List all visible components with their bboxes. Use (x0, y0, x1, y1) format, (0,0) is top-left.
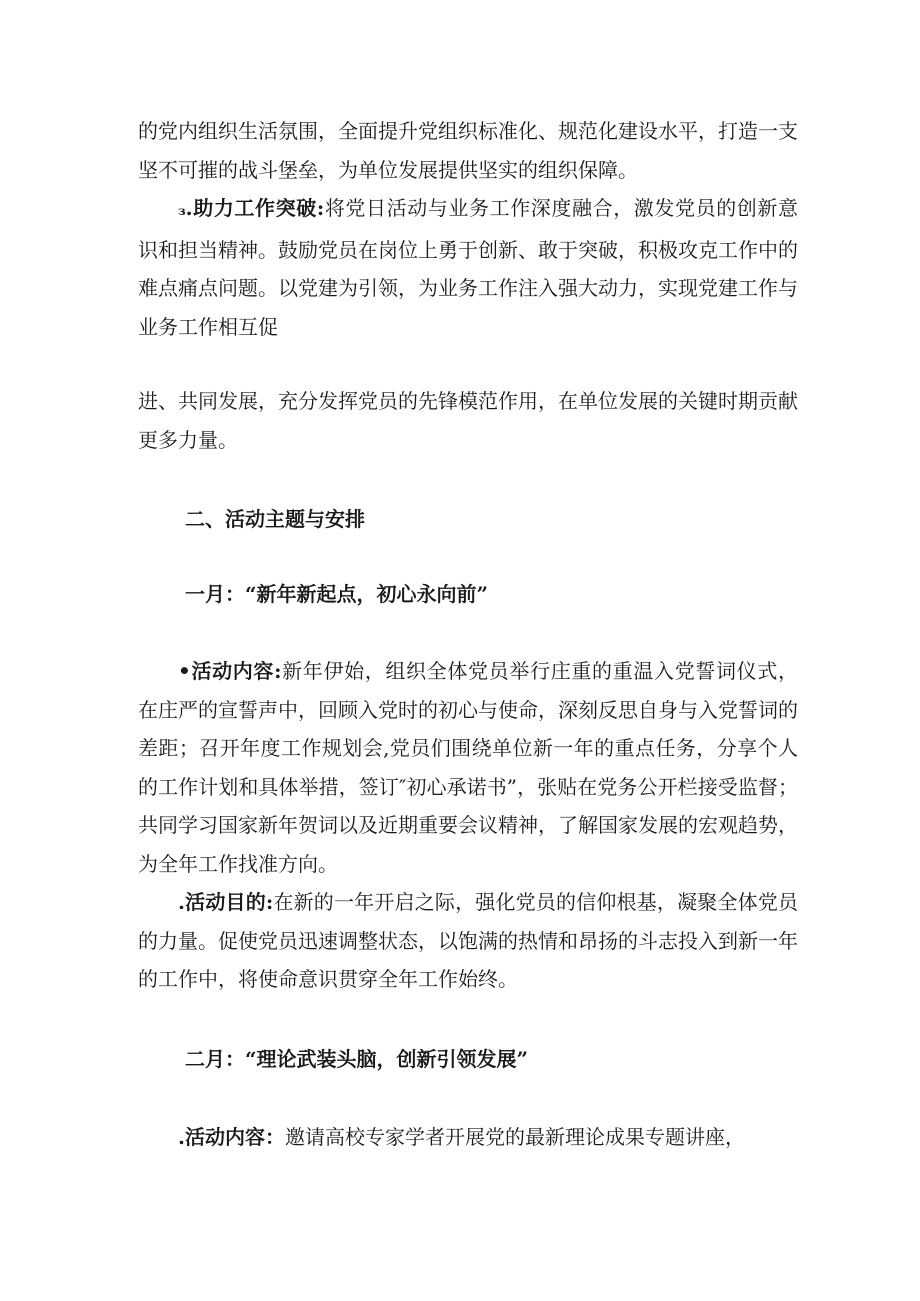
paragraph-continuation: 进、共同发展，充分发挥党员的先锋模范作用，在单位发展的关键时期贡献更多力量。 (138, 389, 798, 452)
paragraph-org-guarantee: 的党内组织生活氛围，全面提升党组织标准化、规范化建设水平，打造一支坚不可摧的战斗堡垒，为单位发展提供坚实的组织保障。 (138, 119, 798, 182)
january-purpose-label: .活动目的: (178, 890, 274, 914)
item-label: .助力工作突破: (185, 196, 325, 220)
january-content-label: •活动内容: (178, 659, 282, 683)
january-purpose-paragraph (138, 883, 798, 999)
january-purpose-text: 在新的一年开启之际，强化党员的信仰根基，凝聚全体党员的力量。促使党员迅速调整状态，以饱满的热情和昂扬的斗志投入到新一年的工作中，将使命意识贯穿全年工作始终。 (138, 890, 798, 991)
item-text: 将党日活动与业务工作深度融合，激发党员的创新意识和担当精神。鼓励党员在岗位上勇于创新、敢于突破，积极攻克工作中的难点痛点问题。以党建为引领，为业务工作注入强大动力，实现党建工作与业务工作相互促 (138, 196, 798, 339)
paragraph-work-breakthrough (138, 189, 798, 346)
january-content-text: 新年伊始，组织全体党员举行庄重的重温入党誓词仪式，在庄严的宣誓声中，回顾入党时的初心与使命，深刻反思自身与入党誓词的差距；召开年度工作规划会,党员们围绕单位新一年的重点任务，分享个人的工作计划和具体举措，签订″初心承诺书”，张贴在党务公开栏接受监督；共同学习国家新年贺词以及近期重要会议精神，了解国家发展的宏观趋势，为全年工作找准方向。 (138, 659, 799, 876)
february-content-text: 邀请高校专家学者开展党的最新理论成果专题讲座， (284, 1125, 745, 1149)
february-content-paragraph (138, 1118, 798, 1157)
item-number: з (178, 204, 186, 218)
january-heading: 一月：“新年新起点，初心永向前” (185, 582, 489, 606)
february-heading: 二月：“理论武装头脑，创新引领发展” (185, 1047, 529, 1071)
january-content-paragraph (138, 652, 798, 883)
february-content-label: .活动内容： (178, 1125, 285, 1149)
section-heading: 二、活动主题与安排 (185, 507, 365, 531)
